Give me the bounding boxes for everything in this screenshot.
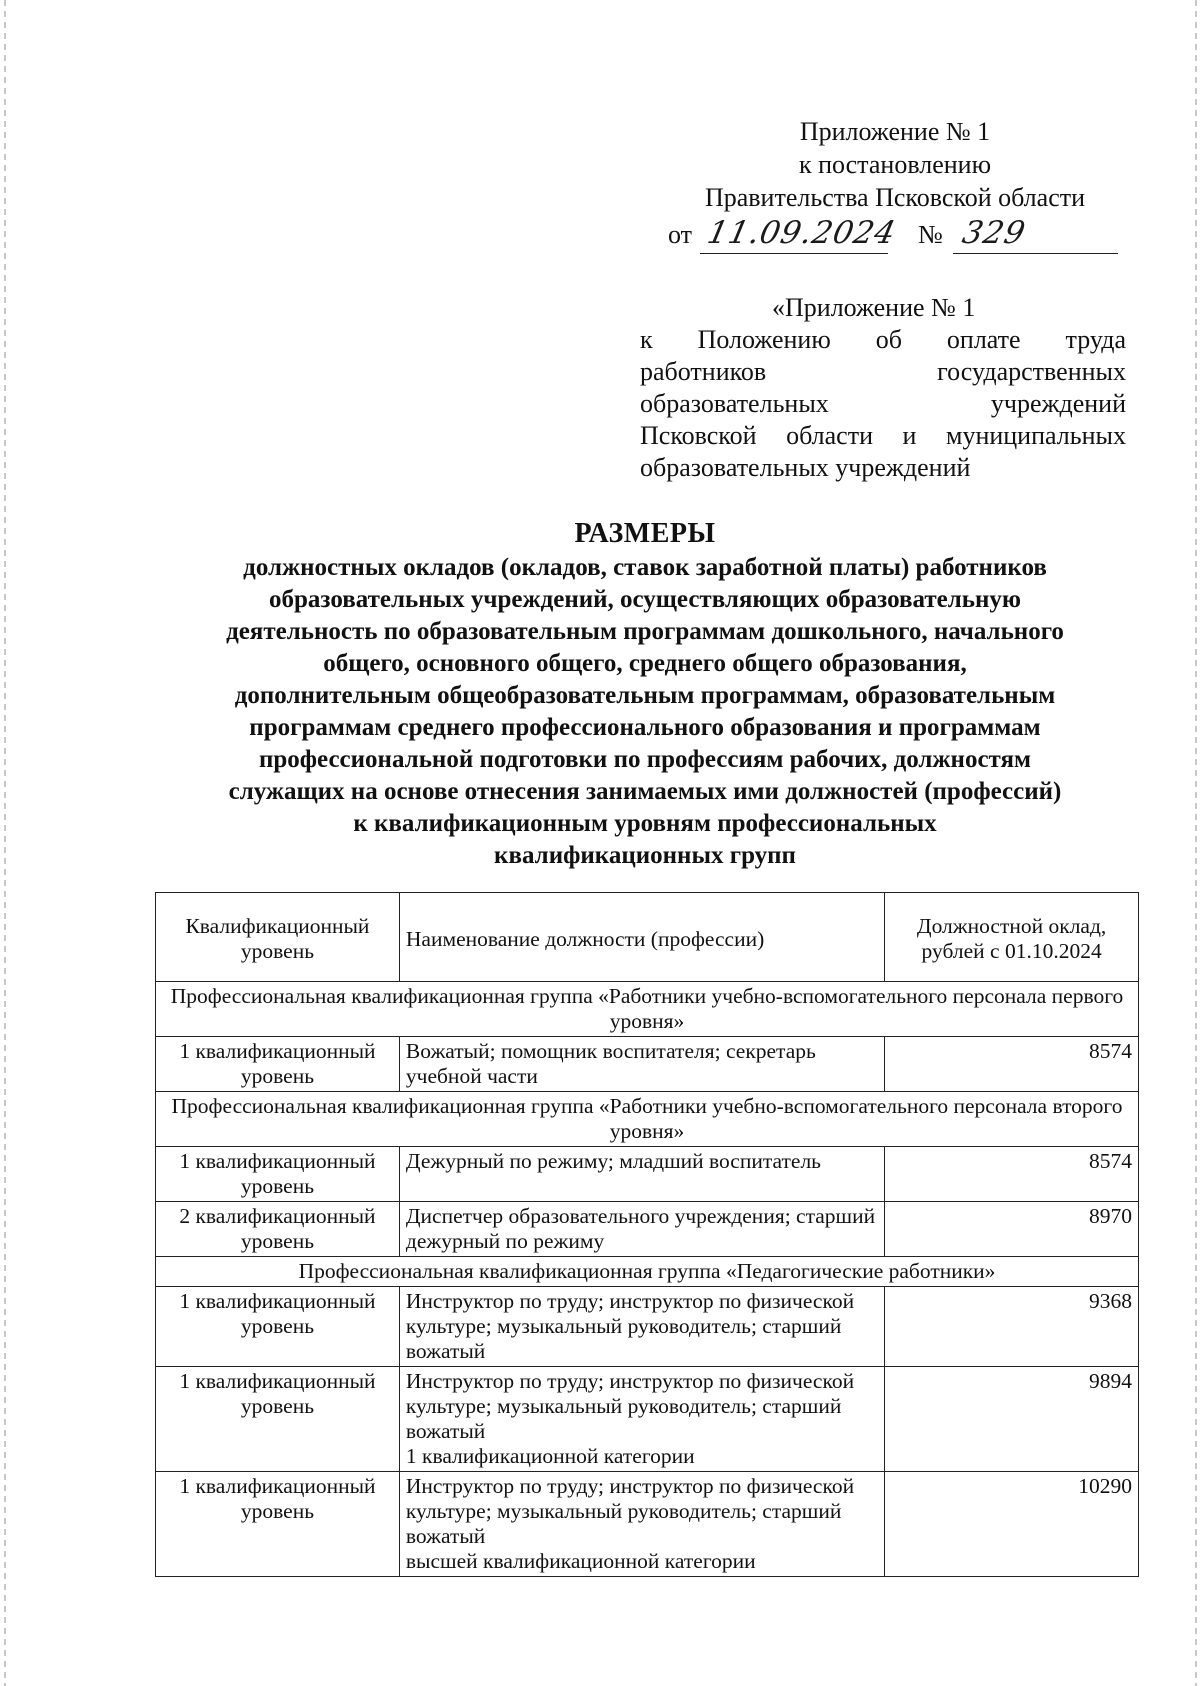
scan-edge-right [1195, 0, 1197, 1686]
title-line: дополнительным общеобразовательным программам, образовательным [234, 682, 1056, 709]
row-salary: 8574 [885, 1147, 1139, 1202]
row-position-category: высшей квалификационной категории [405, 1549, 756, 1573]
scan-edge-left [4, 0, 6, 1686]
inner-appendix-line1: «Приложение № 1 [772, 293, 976, 322]
table-header-row [156, 893, 1139, 982]
number-prefix: № [918, 220, 943, 249]
group-row [156, 1092, 1139, 1147]
title-line: к квалификационным уровням профессиональных [353, 810, 937, 837]
table-row [156, 1037, 1139, 1092]
header-salary: Должностной оклад, рублей с 01.10.2024 [885, 893, 1139, 982]
inner-appendix-line4: образовательных учреждений [640, 389, 1126, 418]
row-position: Инструктор по труду; инструктор по физической культуре; музыкальный руководитель; старший вожатый [405, 1474, 855, 1548]
document-title [150, 516, 1140, 872]
row-position: Диспетчер образовательного учреждения; старший дежурный по режиму [399, 1202, 884, 1257]
table-row [156, 1472, 1139, 1577]
group-title: Профессиональная квалификационная группа «Работники учебно-вспомогательного персонала второго уровня» [156, 1092, 1139, 1147]
row-position-cell [399, 1472, 884, 1577]
row-level: 1 квалификационный уровень [156, 1147, 400, 1202]
title-line: должностных окладов (окладов, ставок заработной платы) работников [243, 554, 1047, 581]
row-level: 2 квалификационный уровень [156, 1202, 400, 1257]
date-prefix: от [668, 220, 693, 249]
inner-appendix-line6: образовательных учреждений [640, 453, 971, 482]
handwritten-number: 329 [959, 215, 1029, 251]
row-position: Инструктор по труду; инструктор по физической культуре; музыкальный руководитель; старший вожатый [405, 1369, 855, 1443]
row-salary: 9894 [885, 1367, 1139, 1472]
table-row [156, 1287, 1139, 1367]
date-underline [700, 253, 888, 254]
row-level: 1 квалификационный уровень [156, 1367, 400, 1472]
header-position: Наименование должности (профессии) [399, 893, 884, 982]
row-position-category: 1 квалификационной категории [405, 1444, 695, 1468]
row-level: 1 квалификационный уровень [156, 1287, 400, 1367]
number-underline [953, 253, 1118, 254]
row-salary: 9368 [885, 1287, 1139, 1367]
handwritten-date: 11.09.2024 [704, 215, 900, 251]
inner-appendix-line3: работников государственных [640, 357, 1126, 386]
inner-appendix-block [640, 292, 1126, 484]
salary-table [155, 892, 1139, 1577]
title-line: служащих на основе отнесения занимаемых ими должностей (профессий) [228, 778, 1062, 805]
group-row [156, 982, 1139, 1037]
appendix-header-line3: Правительства Псковской области [704, 183, 1086, 212]
title-line: программам среднего профессионального образования и программам [249, 714, 1041, 741]
row-position: Вожатый; помощник воспитателя; секретарь учебной части [399, 1037, 884, 1092]
header-level: Квалификационный уровень [156, 893, 400, 982]
row-level: 1 квалификационный уровень [156, 1472, 400, 1577]
appendix-header-line1: Приложение № 1 [799, 117, 991, 146]
title-heading: РАЗМЕРЫ [574, 518, 716, 549]
appendix-header [660, 115, 1130, 214]
date-number-line [668, 215, 1118, 255]
inner-appendix-line5: Псковской области и муниципальных [640, 421, 1126, 450]
table-row [156, 1147, 1139, 1202]
table-row [156, 1367, 1139, 1472]
title-line: профессиональной подготовки по профессиям рабочих, должностям [258, 746, 1032, 773]
group-title: Профессиональная квалификационная группа «Педагогические работники» [156, 1257, 1139, 1287]
row-salary: 10290 [885, 1472, 1139, 1577]
inner-appendix-line2: к Положению об оплате труда [640, 325, 1126, 354]
title-line: образовательных учреждений, осуществляющих образовательную [269, 586, 1021, 613]
appendix-header-line2: к постановлению [798, 150, 992, 179]
row-salary: 8574 [885, 1037, 1139, 1092]
row-salary: 8970 [885, 1202, 1139, 1257]
table-row [156, 1202, 1139, 1257]
group-title: Профессиональная квалификационная группа «Работники учебно-вспомогательного персонала первого уровня» [156, 982, 1139, 1037]
group-row [156, 1257, 1139, 1287]
title-line: квалификационных групп [494, 842, 796, 869]
row-level: 1 квалификационный уровень [156, 1037, 400, 1092]
title-line: деятельность по образовательным программам дошкольного, начального [226, 618, 1064, 645]
row-position-cell [399, 1367, 884, 1472]
title-line: общего, основного общего, среднего общего образования, [323, 650, 967, 677]
row-position: Дежурный по режиму; младший воспитатель [399, 1147, 884, 1202]
row-position: Инструктор по труду; инструктор по физической культуре; музыкальный руководитель; старший вожатый [399, 1287, 884, 1367]
